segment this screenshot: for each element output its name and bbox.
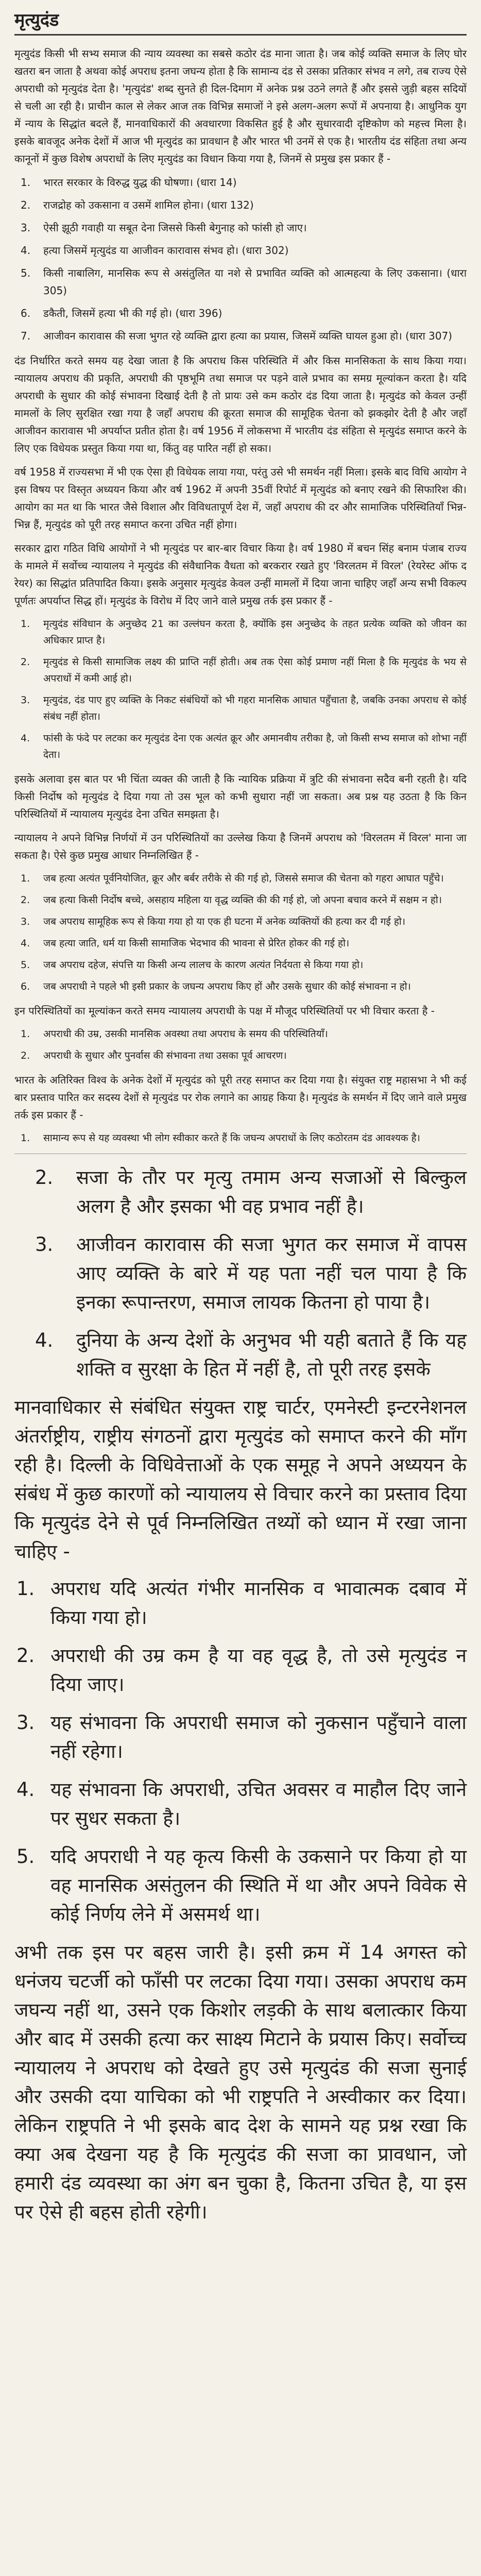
list-item-text: फांसी के फंदे पर लटका कर मृत्युदंड देना एक अत्यंत क्रूर और अमानवीय तरीका है, जो किसी सभ्य समाज को शोभा नहीं देता। — [43, 733, 467, 760]
list-item-number: 4. — [21, 733, 30, 744]
list-item — [14, 242, 467, 259]
list-item-text: जब हत्या किसी निर्दोष बच्चे, असहाय महिला या वृद्ध व्यक्ति की की गई हो, जो अपना बचाव करने में सक्षम न हो। — [43, 894, 442, 906]
list-item-number: 1. — [21, 1132, 30, 1144]
list-item — [14, 1775, 467, 1833]
list-item — [14, 1574, 467, 1632]
list-item-text: डकैती, जिसमें हत्या भी की गई हो। (धारा 396) — [43, 307, 222, 319]
list-item — [14, 978, 467, 995]
list-item-number: 2. — [35, 1166, 54, 1189]
list-item — [14, 1708, 467, 1766]
list-item-number: 3. — [21, 916, 30, 927]
page-title: मृत्युदंड — [14, 10, 59, 30]
aggravating-factors-list — [14, 870, 467, 995]
list-item-text: आजीवन कारावास की सजा भुगत रहे व्यक्ति द्वारा हत्या का प्रयास, जिसमें व्यक्ति घायल हुआ हो। (धारा 307) — [43, 330, 453, 342]
title-bar — [14, 7, 467, 36]
list-item-number: 2. — [21, 199, 31, 211]
large-factors-list — [14, 1574, 467, 1929]
list-item — [14, 1641, 467, 1699]
list-item-text: अपराधी की उम्र, उसकी मानसिक अवस्था तथा अपराध के समय की परिस्थितियाँ। — [43, 1028, 328, 1040]
list-item — [14, 264, 467, 299]
list-item-number: 1. — [21, 618, 30, 630]
list-item-number: 5. — [16, 1845, 35, 1868]
list-item — [14, 935, 467, 952]
support-section — [14, 1130, 467, 1146]
paragraph-5: इसके अलावा इस बात पर भी चिंता व्यक्त की जाती है कि न्यायिक प्रक्रिया में त्रुटि की संभावना सदैव बनी रहती है। यदि किसी निर्दोष को मृत्युदंड दे दिया गया तो उस भूल को कभी सुधारा नहीं जा सकता। अब प्रश्न यह उठता है कि किन परिस्थितियों में न्यायालय मृत्युदंड देना उचित समझता है। — [14, 773, 467, 820]
list-item — [14, 1163, 467, 1221]
list-item-number: 1. — [21, 1028, 30, 1040]
list-item — [14, 1842, 467, 1929]
list-item-number: 4. — [16, 1778, 35, 1801]
list-item-number: 2. — [21, 1050, 30, 1061]
list-item-text: यह संभावना कि अपराधी, उचित अवसर व माहौल दिए जाने पर सुधर सकता है। — [50, 1778, 467, 1829]
paragraph-6: न्यायालय ने अपने विभिन्न निर्णयों में उन परिस्थितियों का उल्लेख किया है जिनमें अपराध को 'विरलतम में विरल' माना जा सकता है। ऐसे कुछ प्रमुख आधार निम्नलिखित हैं - — [14, 832, 467, 861]
list-item — [14, 1047, 467, 1064]
list-item-number: 4. — [35, 1329, 54, 1351]
list-item-text: आजीवन कारावास की सजा भुगत कर समाज में वापस आए व्यक्ति के बारे में यह पता नहीं चल पाया है कि इनका रूपान्तरण, समाज लायक कितना हो पाया है। — [76, 1233, 467, 1313]
list-item-number: 5. — [21, 267, 31, 279]
list-item-number: 3. — [16, 1711, 35, 1734]
list-item-text: यह संभावना कि अपराधी समाज को नुकसान पहुँचाने वाला नहीं रहेगा। — [50, 1711, 467, 1762]
list-item — [14, 304, 467, 322]
list-item — [14, 892, 467, 908]
list-item — [14, 870, 467, 887]
list-item-text: दुनिया के अन्य देशों के अनुभव भी यही बताते हैं कि यह शक्ति व सुरक्षा के हित में नहीं है, तो पूरी तरह इसके — [76, 1329, 467, 1380]
list-item-text: यदि अपराधी ने यह कृत्य किसी के उकसाने पर किया हो या वह मानसिक असंतुलन की स्थिति में था और अपने विवेक से कोई निर्णय लेने में असमर्थ था। — [50, 1845, 467, 1925]
list-item-text: राजद्रोह को उकसाना व उसमें शामिल होना। (धारा 132) — [43, 199, 254, 211]
paragraph-7: इन परिस्थितियों का मूल्यांकन करते समय न्यायालय अपराधी के पक्ष में मौजूद परिस्थितियों पर भी विचार करता है - — [14, 1005, 435, 1017]
list-item-number: 7. — [21, 330, 31, 342]
paragraph-2: दंड निर्धारित करते समय यह देखा जाता है कि अपराध किस परिस्थिति में और किस मानसिकता के साथ किया गया। न्यायालय अपराध की प्रकृति, अपराधी की पृष्ठभूमि तथा समाज पर पड़ने वाले प्रभाव का समग्र मूल्यांकन करता है। यदि अपराधी के सुधार की कोई संभावना दिखाई देती है तो प्रायः उसे कम कठोर दंड दिया जाता है। मृत्युदंड को केवल उन्हीं मामलों के लिए सुरक्षित रखा गया है जहाँ अपराध की क्रूरता समाज की सामूहिक चेतना को झकझोर देती है और जहाँ आजीवन कारावास भी अपर्याप्त प्रतीत होता है। वर्ष 1956 में लोकसभा में भारतीय दंड संहिता से मृत्युदंड समाप्त करने के लिए एक विधेयक प्रस्तुत किया गया था, किंतु वह पारित नहीं हो सका। — [14, 354, 467, 454]
large-points-list — [14, 1163, 467, 1384]
list-item-text: मृत्युदंड संविधान के अनुच्छेद 21 का उल्लंघन करता है, क्योंकि इस अनुच्छेद के तहत प्रत्येक व्यक्ति को जीवन का अधिकार प्राप्त है। — [43, 618, 467, 646]
list-item-number: 3. — [21, 694, 30, 706]
list-item — [14, 174, 467, 191]
list-item-text: सामान्य रूप से यह व्यवस्था भी लोग स्वीकार करते हैं कि जघन्य अपराधों के लिए कठोरतम दंड आवश्यक है। — [43, 1132, 420, 1144]
list-item-text: जब हत्या अत्यंत पूर्वनियोजित, क्रूर और बर्बर तरीके से की गई हो, जिससे समाज की चेतना को गहरा आघात पहुँचे। — [43, 873, 444, 884]
list-item-text: ऐसी झूठी गवाही या सबूत देना जिससे किसी बेगुनाह को फांसी हो जाए। — [43, 222, 307, 234]
list-item — [14, 957, 467, 973]
list-item-number: 1. — [21, 873, 30, 884]
list-item-text: जब अपराधी ने पहले भी इसी प्रकार के जघन्य अपराध किए हों और उसके सुधार की कोई संभावना न हो। — [43, 981, 411, 992]
list-item-text: जब अपराध दहेज, संपत्ति या किसी अन्य लालच के कारण अत्यंत निर्दयता से किया गया हो। — [43, 959, 364, 971]
large-paragraph: मानवाधिकार से संबंधित संयुक्त राष्ट्र चार्टर, एमनेस्टी इन्टरनेशनल अंतर्राष्ट्रीय, राष्ट्रीय संगठनों द्वारा मृत्युदंड को समाप्त करने की माँग रही है। दिल्ली के विधिवेत्ताओं के एक समूह ने अपने अध्ययन के संबंध में कुछ कारणों को न्यायालय से विचार करने का प्रस्ताव दिया कि मृत्युदंड देने से पूर्व निम्नलिखित तथ्यों को ध्यान में रखा जाना चाहिए - — [14, 1396, 467, 1563]
list-item — [14, 1130, 467, 1146]
paragraph-3: वर्ष 1958 में राज्यसभा में भी एक ऐसा ही विधेयक लाया गया, परंतु उसे भी समर्थन नहीं मिला। इसके बाद विधि आयोग ने इस विषय पर विस्तृत अध्ययन किया और वर्ष 1962 में अपनी 35वीं रिपोर्ट में मृत्युदंड को बनाए रखने की सिफारिश की। आयोग का मत था कि भारत जैसे विशाल और विविधतापूर्ण देश में, जहाँ अपराध की दर और सामाजिक परिस्थितियाँ भिन्न-भिन्न हैं, मृत्युदंड को पूरी तरह समाप्त करना उचित नहीं होगा। — [14, 466, 467, 531]
list-item-number: 1. — [16, 1578, 35, 1600]
list-item — [14, 654, 467, 687]
aggravating-section — [14, 870, 467, 995]
list-item-text: मृत्युदंड, दंड पाए हुए व्यक्ति के निकट संबंधियों को भी गहरा मानसिक आघात पहुँचाता है, जबकि उनका अपराध से कोई संबंध नहीं होता। — [43, 694, 467, 722]
list-item-text: जब अपराध सामूहिक रूप से किया गया हो या एक ही घटना में अनेक व्यक्तियों की हत्या कर दी गई हो। — [43, 916, 406, 927]
list-item-number: 6. — [21, 981, 30, 992]
list-item-number: 2. — [21, 894, 30, 906]
list-item — [14, 1326, 467, 1384]
list-item — [14, 913, 467, 930]
list-item — [14, 692, 467, 725]
list-item-text: हत्या जिसमें मृत्युदंड या आजीवन कारावास संभव हो। (धारा 302) — [43, 244, 289, 257]
list-item-text: भारत सरकार के विरुद्ध युद्ध की घोषणा। (धारा 14) — [43, 176, 237, 189]
list-item — [14, 1026, 467, 1042]
mitigating-section — [14, 1026, 467, 1064]
large-text-section — [14, 1393, 467, 2227]
list-item-number: 2. — [21, 656, 30, 668]
large-points-section — [14, 1163, 467, 1384]
list-item-text: अपराधी के सुधार और पुनर्वास की संभावना तथा उसका पूर्व आचरण। — [43, 1050, 287, 1061]
list-item-text: अपराधी की उम्र कम है या वह वृद्ध है, तो उसे मृत्युदंड न दिया जाए। — [50, 1645, 467, 1696]
list-item — [14, 327, 467, 345]
list-item-text: जब हत्या जाति, धर्म या किसी सामाजिक भेदभाव की भावना से प्रेरित होकर की गई हो। — [43, 938, 350, 949]
list-item — [14, 1230, 467, 1317]
list-item — [14, 730, 467, 763]
list-item — [14, 196, 467, 214]
list-item — [14, 219, 467, 236]
list-item-number: 4. — [21, 244, 31, 257]
paragraph-4: सरकार द्वारा गठित विधि आयोगों ने भी मृत्युदंड पर बार-बार विचार किया है। वर्ष 1980 में बचन सिंह बनाम पंजाब राज्य के मामले में सर्वोच्च न्यायालय ने मृत्युदंड की संवैधानिक वैधता को बरकरार रखते हुए 'विरलतम में विरल' (रेयरेस्ट ऑफ द रेयर) का सिद्धांत प्रतिपादित किया। इसके अनुसार मृत्युदंड केवल उन्हीं मामलों में दिया जाना चाहिए जहाँ अन्य सभी विकल्प पूर्णतः अपर्याप्त सिद्ध हों। मृत्युदंड के विरोध में दिए जाने वाले प्रमुख तर्क इस प्रकार हैं - — [14, 542, 467, 607]
paragraph-8: भारत के अतिरिक्त विश्व के अनेक देशों में मृत्युदंड को पूरी तरह समाप्त कर दिया गया है। संयुक्त राष्ट्र महासभा ने भी कई बार प्रस्ताव पारित कर सदस्य देशों से मृत्युदंड पर रोक लगाने का आग्रह किया है। मृत्युदंड के समर्थन में दिए जाने वाले प्रमुख तर्क इस प्रकार हैं - — [14, 1074, 467, 1121]
opposition-section — [14, 616, 467, 763]
support-points-list — [14, 1130, 467, 1146]
list-item-text: सजा के तौर पर मृत्यु तमाम अन्य सजाओं से बिल्कुल अलग है और इसका भी वह प्रभाव नहीं है। — [76, 1166, 467, 1217]
list-item-text: मृत्युदंड से किसी सामाजिक लक्ष्य की प्राप्ति नहीं होती। अब तक ऐसा कोई प्रमाण नहीं मिला है कि मृत्युदंड के भय से अपराधों में कमी आई हो। — [43, 656, 467, 684]
list-item-number: 2. — [16, 1645, 35, 1667]
list-item-number: 4. — [21, 938, 30, 949]
mitigating-factors-list — [14, 1026, 467, 1064]
ipc-offences-list — [14, 174, 467, 345]
opposition-points-list — [14, 616, 467, 763]
list-item-number: 6. — [21, 307, 31, 319]
list-item-text: अपराध यदि अत्यंत गंभीर मानसिक व भावात्मक दबाव में किया गया हो। — [50, 1578, 467, 1629]
intro-paragraph: मृत्युदंड किसी भी सभ्य समाज की न्याय व्यवस्था का सबसे कठोर दंड माना जाता है। जब कोई व्यक्ति समाज के लिए घोर खतरा बन जाता है अथवा कोई अपराध इतना जघन्य होता है कि सामान्य दंड से उसका प्रतिकार संभव न लगे, तब राज्य ऐसे अपराधी को मृत्युदंड देता है। 'मृत्युदंड' शब्द सुनते ही दिल-दिमाग में अनेक प्रश्न उठने लगते हैं और इससे जुड़ी बहस सदियों से चली आ रही है। प्राचीन काल से लेकर आज तक विभिन्न समाजों ने इसे अलग-अलग रूपों में अपनाया है। आधुनिक युग में न्याय के सिद्धांत बदले हैं, मानवाधिकारों की अवधारणा विकसित हुई है और सुधारवादी दृष्टिकोण को महत्त्व मिला है। इसके बावजूद अनेक देशों में आज भी मृत्युदंड का प्रावधान है और भारत भी उनमें से एक है। भारतीय दंड संहिता तथा अन्य कानूनों में कुछ विशेष अपराधों के लिए मृत्युदंड का विधान किया गया है, जिनमें से प्रमुख इस प्रकार हैं - — [14, 47, 467, 165]
list-item-number: 3. — [21, 222, 31, 234]
closing-paragraph: अभी तक इस पर बहस जारी है। इसी क्रम में 14 अगस्त को धनंजय चटर्जी को फाँसी पर लटका दिया गया। उसका अपराध कम जघन्य नहीं था, उसने एक किशोर लड़की के साथ बलात्कार किया और बाद में उसकी हत्या कर साक्ष्य मिटाने के प्रयास किए। सर्वोच्च न्यायालय ने अपराध को देखते हुए उसे मृत्युदंड की सजा सुनाई और उसकी दया याचिका को भी राष्ट्रपति ने अस्वीकार कर दिया। लेकिन राष्ट्रपति ने भी इसके बाद देश के सामने यह प्रश्न रखा कि क्या अब देखना यह है कि मृत्युदंड की सजा का प्रावधान, जो हमारी दंड व्यवस्था का अंग बन चुका है, कितना उचित है, या इस पर ऐसे ही बहस होती रहेगी। — [14, 1941, 467, 2223]
list-item-text: किसी नाबालिग, मानसिक रूप से असंतुलित या नशे से प्रभावित व्यक्ति को आत्महत्या के लिए उकसाना। (धारा 305) — [43, 267, 467, 297]
list-item-number: 3. — [35, 1233, 54, 1256]
list-item — [14, 616, 467, 649]
list-item-number: 5. — [21, 959, 30, 971]
list-item-number: 1. — [21, 176, 31, 189]
